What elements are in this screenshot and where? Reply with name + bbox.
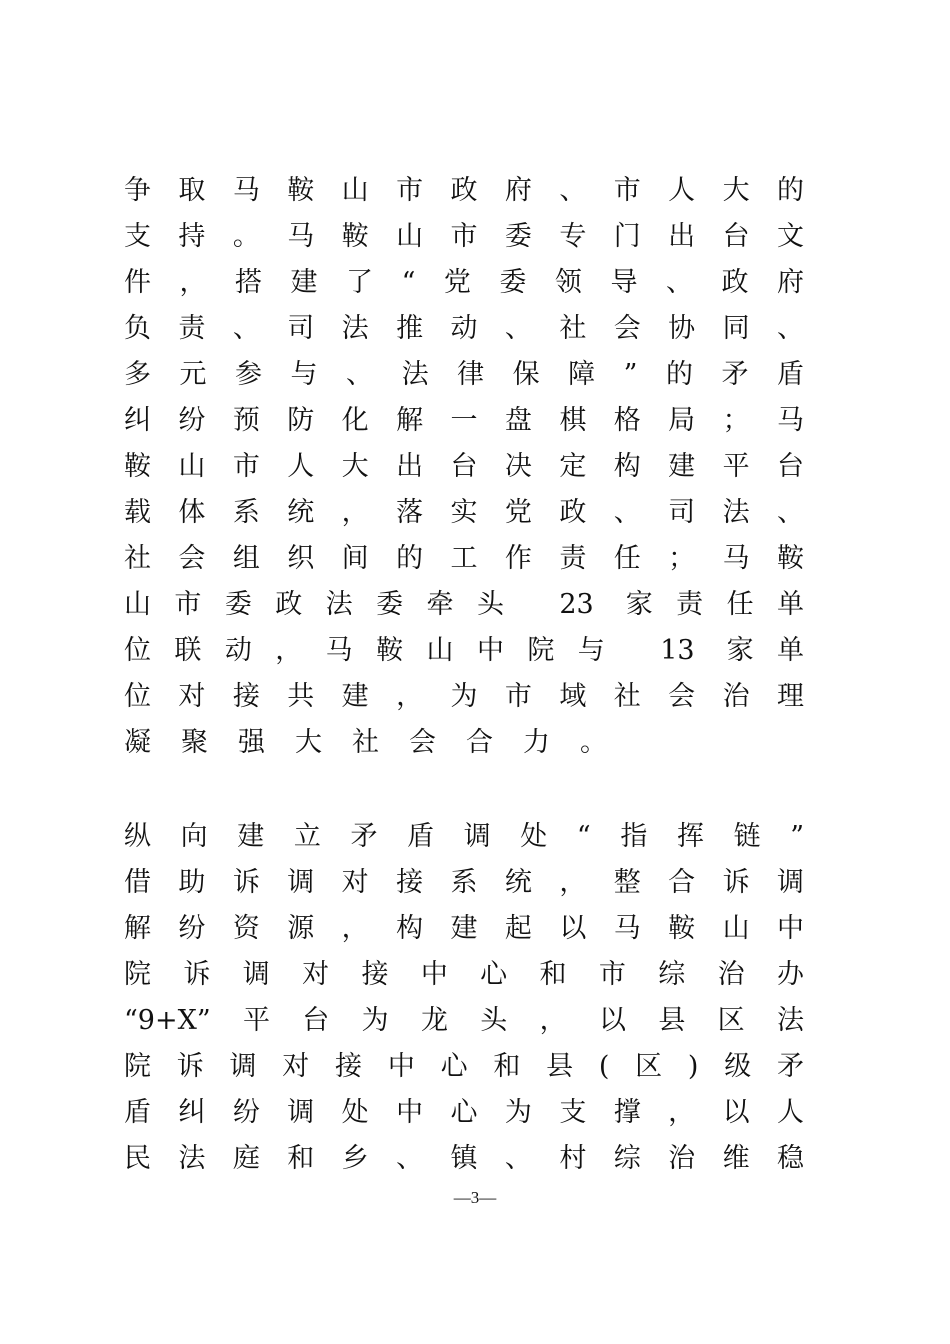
text-line: 多元参与、法律保障”的矛盾 [124, 359, 804, 390]
text-line: 位联动，马鞍山中院与 13 家单 [124, 635, 804, 666]
text-line: 院诉调对接中心和市综治办 [124, 959, 804, 990]
text-line: 争取马鞍山市政府、市人大的 [124, 175, 804, 206]
text-line: 纠纷预防化解一盘棋格局；马 [124, 405, 804, 436]
text-line: 件，搭建了“党委领导、政府 [124, 267, 804, 298]
text-line: 鞍山市人大出台决定构建平台 [124, 451, 804, 482]
paragraph-2 [124, 814, 804, 1182]
text-line: 民法庭和乡、镇、村综治维稳 [124, 1143, 804, 1174]
text-line: 负责、司法推动、社会协同、 [124, 313, 804, 344]
text-line: 盾纠纷调处中心为支撑，以人 [124, 1097, 804, 1128]
text-line: 解纷资源，构建起以马鞍山中 [124, 913, 804, 944]
text-line: 纵向建立矛盾调处“指挥链” [124, 821, 804, 852]
text-line: 支持。马鞍山市委专门出台文 [124, 221, 804, 252]
text-line: 借助诉调对接系统，整合诉调 [124, 867, 804, 898]
text-line: 位对接共建，为市域社会治理 [124, 681, 804, 712]
text-line: 凝聚强大社会合力。 [124, 727, 637, 758]
text-line: “9+X”平台为龙头，以县区法 [124, 1005, 804, 1036]
paragraph-1 [124, 168, 804, 766]
page-number: —3— [453, 1188, 497, 1207]
text-line: 山市委政法委牵头 23 家责任单 [124, 589, 804, 620]
text-line: 社会组织间的工作责任；马鞍 [124, 543, 804, 574]
text-line: 载体系统，落实党政、司法、 [124, 497, 804, 528]
text-line: 院诉调对接中心和县(区)级矛 [124, 1051, 804, 1082]
